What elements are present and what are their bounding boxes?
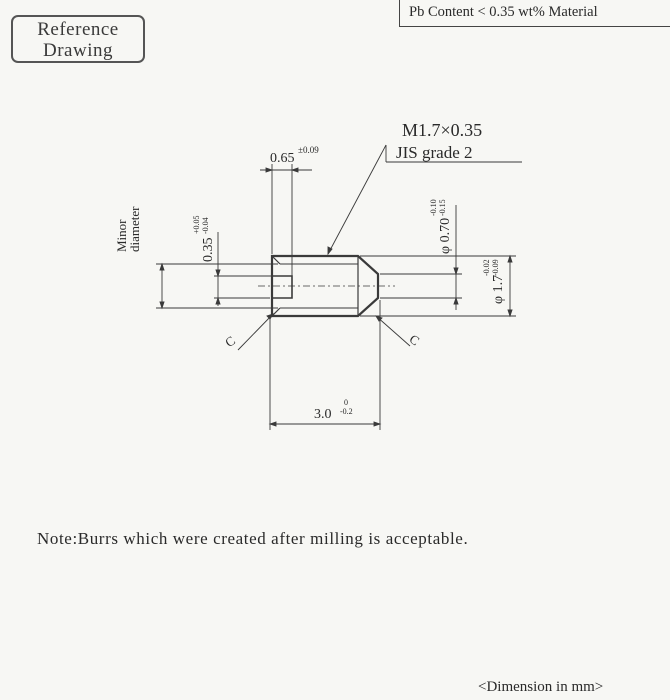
thread-grade: JIS grade 2 (396, 143, 473, 162)
left-chamfer-line (272, 256, 280, 264)
length-tol-lower: -0.2 (340, 407, 353, 416)
slot-width-value: 0.65 (270, 151, 295, 166)
slot-width-tol: ±0.09 (298, 145, 319, 155)
major-diameter-value: φ 1.7 (491, 274, 506, 304)
burrs-note: Note:Burrs which were created after milling is acceptable. (37, 529, 469, 548)
stamp-line-2: Drawing (43, 40, 113, 61)
length-tol-upper: 0 (344, 398, 348, 407)
major-diameter-tol-upper: -0.02 (482, 259, 491, 276)
minor-diameter-label-1: Minor (114, 219, 129, 252)
tip-diameter-value: φ 0.70 (438, 217, 453, 254)
chamfer-right-label: C (406, 331, 423, 349)
slot-depth-tol-lower: -0.04 (201, 217, 210, 234)
slot-depth-value: 0.35 (201, 237, 216, 262)
slot (272, 276, 292, 298)
minor-diameter-label-2: diameter (127, 206, 142, 252)
major-diameter-tol-lower: -0.09 (491, 259, 500, 276)
slot-depth-tol-upper: +0.05 (192, 215, 201, 234)
thread-size: M1.7×0.35 (402, 120, 483, 140)
material-note: Pb Content < 0.35 wt% Material (409, 4, 598, 20)
left-chamfer-line-2 (272, 308, 280, 316)
length-value: 3.0 (314, 407, 332, 422)
stamp-line-1: Reference (37, 19, 119, 40)
chamfer-left-label: C (222, 332, 238, 351)
tip-diameter-tol-upper: -0.10 (429, 199, 438, 216)
dimension-unit: <Dimension in mm> (478, 679, 604, 695)
tip-diameter-tol-lower: -0.15 (438, 199, 447, 216)
